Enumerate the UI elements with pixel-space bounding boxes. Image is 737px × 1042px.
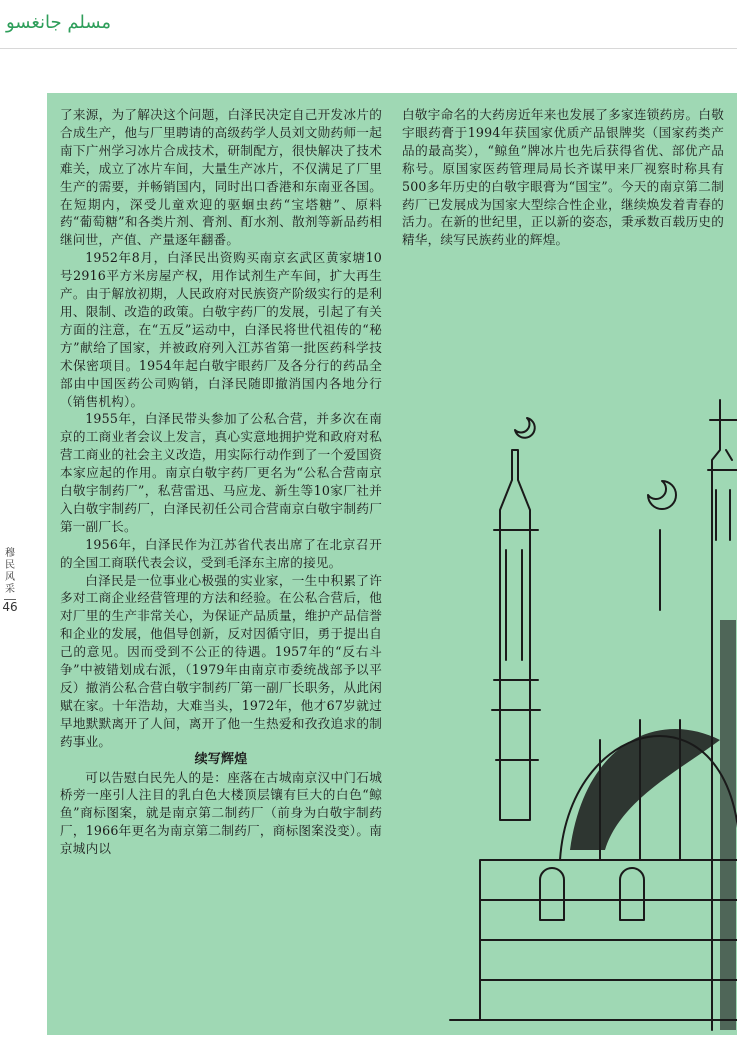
magazine-logo: مسلم جانغسو [6,12,112,33]
paragraph: 了来源，为了解决这个问题，白泽民决定自己开发冰片的合成生产，他与厂里聘请的高级药学人员刘文勋药师一起南下广州学习冰片合成技术，研制配方，很快解决了技术难关，成立了冰片车间，大量生产冰片，不仅满足了厂里生产的需要，并畅销国内，同时出口香港和东南亚各国。在短期内，深受儿童欢迎的驱蛔虫药“宝塔糖”、原料药“葡萄糖”和各类片剂、膏剂、酊水剂、散剂等新品药相继问世，产值、产量逐年翻番。 [60,107,382,248]
section-side-label [3,548,17,603]
side-label-char: 风 [5,572,15,583]
minaret-shadow [720,620,736,1030]
paragraph: 1955年，白泽民带头参加了公私合营，并多次在南京的工商业者会议上发言，真心实意地拥护党和政府对私营工商业的社会主义改造，用实际行动作到了一个爱国资本家应起的作用。南京白敬宇药厂更名为“公私合营南京白敬宇制药厂”，私营雷迅、马应龙、新生等10家厂社并入白敬宇制药厂，白泽民初任公司合营南京白敬宇制药厂第一副厂长。 [60,411,382,534]
article-right-column [402,106,724,249]
paragraph: 可以告慰白民先人的是：座落在古城南京汉中门石城桥旁一座引人注目的乳白色大楼顶层镶有巨大的白色“鲸鱼”商标图案，就是南京第二制药厂（前身为白敬宇制药厂，1966年更名为南京第二制药厂，商标图案没变）。南京城内以 [60,769,382,857]
article-left-column [60,106,382,858]
page-number: 46 [2,600,18,614]
side-label-char: 穆 [5,548,15,559]
dome-shadow [570,729,720,850]
lower-buildings [450,860,737,1020]
header-divider [0,48,737,49]
side-label-char: 采 [5,584,15,595]
left-minaret [492,418,540,820]
paragraph: 白敬宇命名的大药房近年来也发展了多家连锁药房。白敬宇眼药膏于1994年获国家优质产品银牌奖（国家药类产品的最高奖），“鲸鱼”牌冰片也先后获得省优、部优产品称号。原国家医药管理局局长齐谋甲来厂视察时称具有500多年历史的白敬宇眼膏为“国宝”。今天的南京第二制药厂已发展成为国家大型综合性企业，继续焕发着青春的活力。在新的世纪里，正以新的姿态，秉承数百载历史的精华，续写民族药业的辉煌。 [402,107,724,248]
paragraph: 白泽民是一位事业心极强的实业家，一生中积累了许多对工商企业经营管理的方法和经验。在公私合营后，他对厂里的生产非常关心，为保证产品质量，维护产品信誉和企业的发展，他倡导创新，反对因循守旧，勇于提出自己的意见。因而受到不公正的待遇。1957年的“反右斗争”中被错划成右派，（1979年由南京市委统战部予以平反）撤消公私合营白敬宇制药厂第一副厂长职务，从此闲赋在家。十年浩劫，大难当头，1972年，他才67岁就过早地默默离开了人间，离开了他一生热爱和孜孜追求的制药事业。 [60,572,382,749]
paragraph: 1952年8月，白泽民出资购买南京玄武区黄家塘10号2916平方米房屋产权，用作试剂生产车间，扩大再生产。由于解放初期，人民政府对民族资产阶级实行的是利用、限制、改造的政策。白敬宇药厂的发展，引起了有关方面的注意，在“五反”运动中，白泽民将世代祖传的“秘方”献给了国家，并被政府列入江苏省第一批医药科学技术保密项目。1954年起白敬宇眼药厂及各分行的药品全部由中国医药公司购销，白泽民随即撤消国内各地分行（销售机构）。 [60,250,382,409]
section-heading: 续写辉煌 [194,751,248,767]
paragraph: 1956年，白泽民作为江苏省代表出席了在北京召开的全国工商联代表会议，受到毛泽东主席的接见。 [60,536,382,570]
side-label-char: 民 [5,560,15,571]
mosque-illustration [420,380,737,1035]
